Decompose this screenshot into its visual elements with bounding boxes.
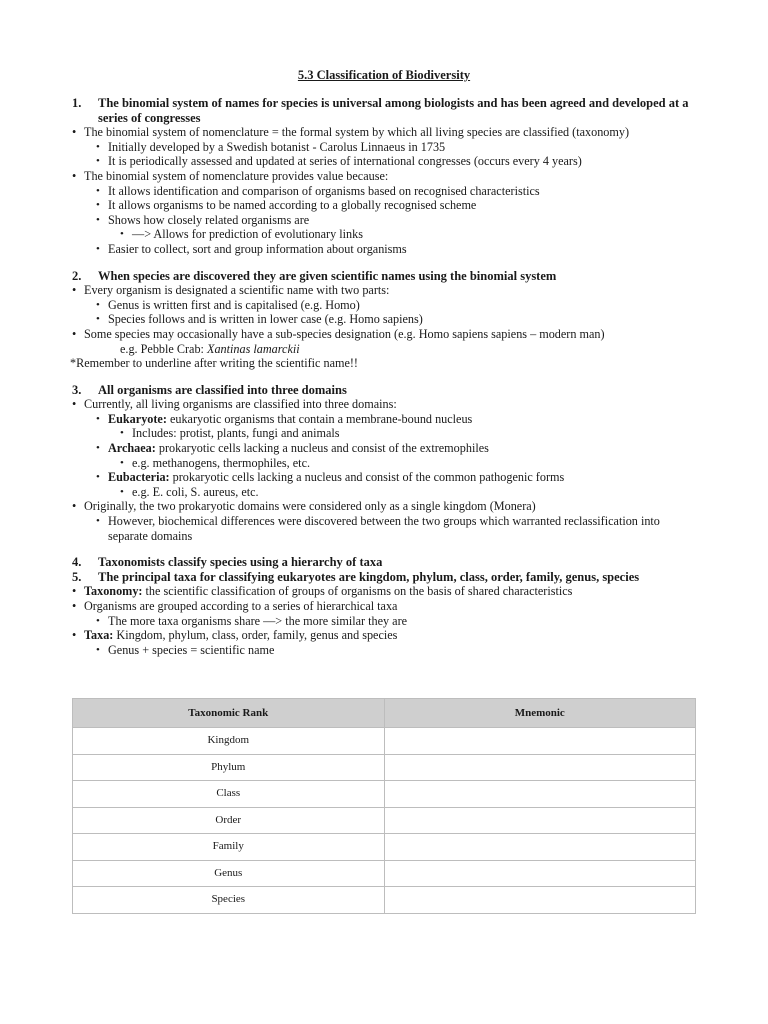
list-item: • However, biochemical differences were discovered between the two groups which warranted reclassification into separate domains [96, 514, 660, 543]
rank-cell: Kingdom [73, 728, 385, 755]
list-item: • Genus is written first and is capitalised (e.g. Homo) [96, 297, 360, 312]
section-heading-text: All organisms are classified into three domains [98, 382, 347, 397]
list-item: • It allows organisms to be named according to a globally recognised scheme [96, 198, 477, 213]
rank-cell: Species [73, 887, 385, 914]
section-heading-text: When species are discovered they are given scientific names using the binomial system [98, 268, 557, 283]
note: *Remember to underline after writing the scientific name!! [70, 356, 358, 371]
section-number: 4. [72, 555, 82, 570]
table-row [73, 807, 696, 834]
section-heading-text: The principal taxa for classifying eukaryotes are kingdom, phylum, class, order, family, genus, species [98, 569, 640, 584]
list-item: • Species follows and is written in lower case (e.g. Homo sapiens) [96, 312, 423, 327]
list-item: • e.g. E. coli, S. aureus, etc. [120, 484, 259, 499]
list-item: • Currently, all living organisms are classified into three domains: [72, 397, 397, 412]
mnemonic-cell[interactable] [384, 728, 696, 755]
column-header-mnemonic: Mnemonic [384, 699, 696, 728]
section-3-heading [72, 383, 700, 398]
section-4-heading [72, 555, 700, 570]
rank-cell: Genus [73, 860, 385, 887]
list-item: • Initially developed by a Swedish botanist - Carolus Linnaeus in 1735 [96, 139, 446, 154]
list-item: • Taxa: Kingdom, phylum, class, order, family, genus and species [72, 628, 398, 643]
list-item: • Eubacteria: prokaryotic cells lacking a nucleus and consist of the common pathogenic forms [96, 470, 565, 485]
page-title: 5.3 Classification of Biodiversity [297, 68, 471, 82]
section-heading-text: The binomial system of names for species is universal among biologists and has been agreed and developed at a series of congresses [98, 96, 689, 125]
list-item: • Taxonomy: the scientific classification of groups of organisms on the basis of shared characteristics [72, 584, 573, 599]
list-item: • Some species may occasionally have a sub-species designation (e.g. Homo sapiens sapiens – modern man) [72, 326, 605, 341]
mnemonic-cell[interactable] [384, 834, 696, 861]
list-item: • Every organism is designated a scientific name with two parts: [72, 283, 390, 298]
mnemonic-cell[interactable] [384, 860, 696, 887]
list-item-continuation: e.g. Pebble Crab: Xantinas lamarckii [120, 341, 300, 356]
rank-cell: Family [73, 834, 385, 861]
section-5-heading [72, 570, 700, 585]
list-item: • The binomial system of nomenclature provides value because: [72, 168, 389, 183]
section-number: 1. [72, 96, 82, 110]
section-heading-text: Taxonomists classify species using a hierarchy of taxa [98, 555, 383, 570]
table-row [73, 834, 696, 861]
rank-cell: Class [73, 781, 385, 808]
section-number: 2. [72, 268, 82, 283]
table-row [73, 781, 696, 808]
section-2-heading [72, 269, 700, 284]
list-item: • Originally, the two prokaryotic domains were considered only as a single kingdom (Monera) [72, 499, 536, 514]
list-item: • Includes: protist, plants, fungi and animals [120, 426, 340, 441]
mnemonic-cell[interactable] [384, 807, 696, 834]
document-body [72, 96, 700, 657]
list-item: • Eukaryote: eukaryotic organisms that contain a membrane-bound nucleus [96, 411, 473, 426]
list-item: • It allows identification and comparison of organisms based on recognised characteristics [96, 183, 540, 198]
section-number: 3. [72, 382, 82, 397]
mnemonic-cell[interactable] [384, 887, 696, 914]
mnemonic-cell[interactable] [384, 754, 696, 781]
table-row [73, 754, 696, 781]
list-item: • Easier to collect, sort and group information about organisms [96, 241, 407, 256]
list-item: • Organisms are grouped according to a series of hierarchical taxa [72, 599, 398, 613]
list-item: • e.g. methanogens, thermophiles, etc. [120, 455, 311, 470]
column-header-rank: Taxonomic Rank [73, 699, 385, 728]
section-1-heading [72, 96, 700, 125]
list-item: • Archaea: prokaryotic cells lacking a nucleus and consist of the extremophiles [96, 441, 489, 456]
list-item: • Genus + species = scientific name [96, 642, 275, 657]
list-item: • The more taxa organisms share —> the more similar they are [96, 613, 408, 628]
scientific-name: Xantinas lamarckii [207, 341, 300, 356]
table-row [73, 887, 696, 914]
list-item: • The binomial system of nomenclature = the formal system by which all living species are classified (taxonomy) [72, 125, 630, 140]
table-row [73, 728, 696, 755]
mnemonic-cell[interactable] [384, 781, 696, 808]
taxonomy-table [72, 698, 696, 914]
section-number: 5. [72, 569, 82, 584]
rank-cell: Phylum [73, 754, 385, 781]
table-row [73, 860, 696, 887]
table-header-row [73, 699, 696, 728]
list-item: • —> Allows for prediction of evolutionary links [120, 227, 363, 242]
list-item: • It is periodically assessed and updated at series of international congresses (occurs every 4 years) [96, 154, 582, 169]
list-item: • Shows how closely related organisms are [96, 212, 310, 227]
rank-cell: Order [73, 807, 385, 834]
